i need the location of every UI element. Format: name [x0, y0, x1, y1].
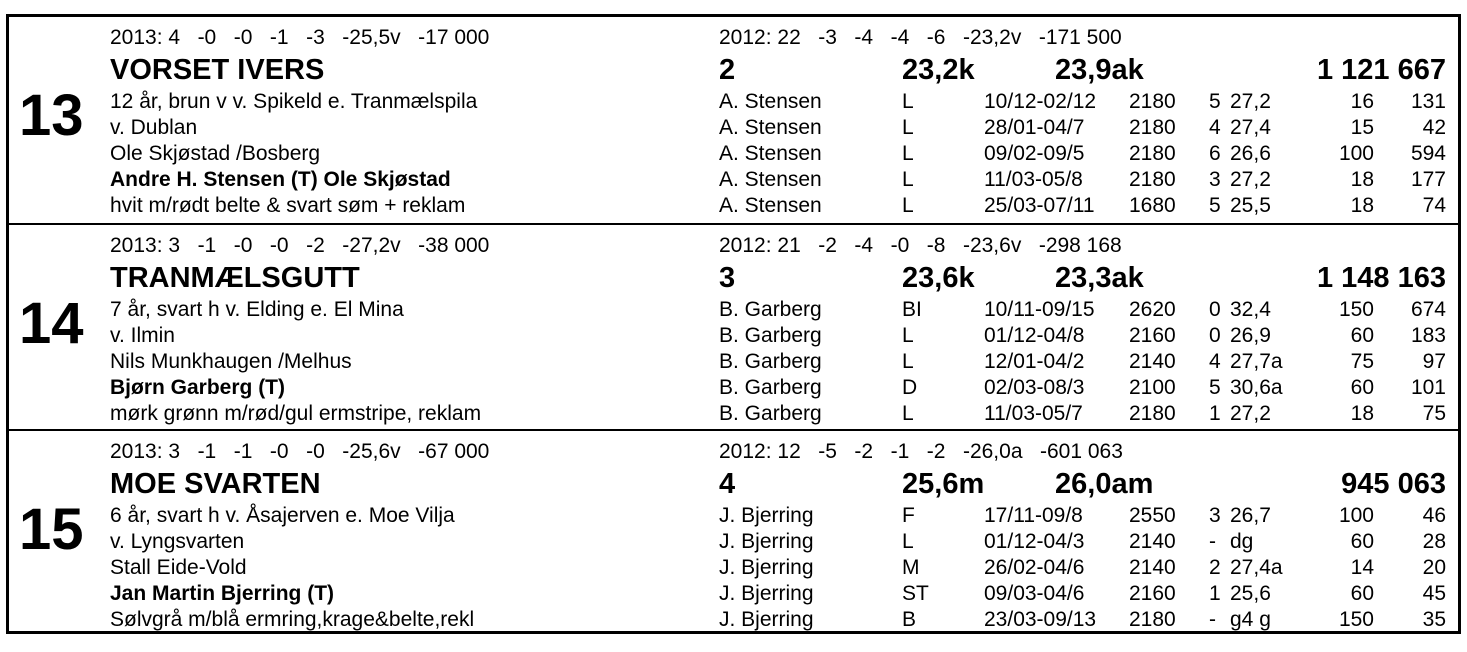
start-place: 4 [1209, 116, 1221, 139]
stats-2012: 2012: 21 -2 -4 -0 -8 -23,6v -298 168 [719, 234, 1122, 257]
start-time: 27,7a [1230, 350, 1283, 373]
post-position: 4 [719, 468, 736, 500]
start-time: 27,2 [1230, 90, 1271, 113]
start-time: 26,6 [1230, 142, 1271, 165]
start-odds: 60 [1350, 324, 1374, 347]
start-prize: 177 [1410, 168, 1446, 191]
start-place: - [1209, 530, 1216, 553]
start-date: 09/03-04/6 [984, 582, 1085, 605]
dam-sire: v. Lyngsvarten [110, 530, 245, 553]
start-date: 23/03-09/13 [984, 608, 1097, 631]
start-place: 6 [1209, 142, 1221, 165]
start-distance: 2620 [1129, 298, 1176, 321]
start-date: 25/03-07/11 [984, 194, 1095, 217]
start-prize: 45 [1422, 582, 1446, 605]
start-odds: 15 [1350, 116, 1374, 139]
start-odds: 150 [1338, 298, 1374, 321]
start-distance: 2180 [1129, 608, 1176, 631]
start-time: dg [1230, 530, 1254, 553]
start-time: 25,6 [1230, 582, 1271, 605]
start-odds: 18 [1350, 168, 1374, 191]
silks-description: mørk grønn m/rød/gul ermstripe, reklam [110, 402, 482, 425]
start-date: 26/02-04/6 [984, 556, 1085, 579]
post-position: 3 [719, 262, 736, 294]
start-time: 27,2 [1230, 168, 1271, 191]
start-driver: J. Bjerring [719, 504, 814, 527]
start-distance: 2140 [1129, 556, 1176, 579]
start-time: 27,2 [1230, 402, 1271, 425]
start-driver: B. Garberg [719, 350, 822, 373]
trainer-driver: Jan Martin Bjerring (T) [110, 582, 335, 605]
start-prize: 35 [1422, 608, 1446, 631]
start-place: 3 [1209, 168, 1221, 191]
start-driver: J. Bjerring [719, 582, 814, 605]
stats-2013: 2013: 3 -1 -1 -0 -0 -25,6v -67 000 [110, 440, 490, 463]
start-track: L [902, 194, 914, 217]
start-date: 10/11-09/15 [984, 298, 1095, 321]
start-distance: 2160 [1129, 324, 1176, 347]
horse-name: MOE SVARTEN [110, 468, 321, 500]
start-number: 13 [19, 83, 84, 148]
start-distance: 2180 [1129, 142, 1176, 165]
start-time: 30,6a [1230, 376, 1283, 399]
start-track: L [902, 168, 914, 191]
start-time: 27,4 [1230, 116, 1271, 139]
record-time-auto: 26,0am [1055, 468, 1154, 500]
start-driver: B. Garberg [719, 402, 822, 425]
start-number: 14 [19, 291, 84, 356]
start-distance: 2180 [1129, 168, 1176, 191]
start-odds: 100 [1338, 504, 1374, 527]
start-date: 01/12-04/8 [984, 324, 1085, 347]
start-time: 25,5 [1230, 194, 1271, 217]
start-place: 3 [1209, 504, 1221, 527]
start-distance: 2140 [1129, 530, 1176, 553]
start-prize: 183 [1410, 324, 1446, 347]
start-track: BI [902, 298, 922, 321]
start-place: 2 [1209, 556, 1221, 579]
start-prize: 74 [1422, 194, 1446, 217]
start-track: L [902, 90, 914, 113]
horse-entry [9, 429, 1458, 635]
start-place: 1 [1209, 582, 1221, 605]
start-odds: 18 [1350, 402, 1374, 425]
start-time: 26,9 [1230, 324, 1271, 347]
start-odds: 16 [1350, 90, 1374, 113]
start-track: L [902, 530, 914, 553]
stats-2013: 2013: 3 -1 -0 -0 -2 -27,2v -38 000 [110, 234, 490, 257]
start-driver: J. Bjerring [719, 556, 814, 579]
start-track: L [902, 142, 914, 165]
start-driver: A. Stensen [719, 90, 822, 113]
start-track: L [902, 402, 914, 425]
start-track: L [902, 324, 914, 347]
horse-pedigree: 12 år, brun v v. Spikeld e. Tranmælspila [110, 90, 478, 113]
start-prize: 46 [1422, 504, 1446, 527]
record-time-auto: 23,3ak [1055, 262, 1144, 294]
start-driver: A. Stensen [719, 116, 822, 139]
start-distance: 2180 [1129, 116, 1176, 139]
start-time: 26,7 [1230, 504, 1271, 527]
start-driver: B. Garberg [719, 376, 822, 399]
horse-name: TRANMÆLSGUTT [110, 262, 360, 294]
start-prize: 75 [1422, 402, 1446, 425]
start-driver: B. Garberg [719, 298, 822, 321]
record-time: 23,2k [902, 54, 975, 86]
start-place: 0 [1209, 324, 1221, 347]
start-time: g4 g [1230, 608, 1271, 631]
start-place: - [1209, 608, 1216, 631]
start-prize: 594 [1410, 142, 1446, 165]
start-prize: 20 [1422, 556, 1446, 579]
horse-entry [9, 17, 1458, 223]
post-position: 2 [719, 54, 736, 86]
start-track: L [902, 116, 914, 139]
start-date: 12/01-04/2 [984, 350, 1085, 373]
start-driver: J. Bjerring [719, 608, 814, 631]
start-track: M [902, 556, 920, 579]
start-date: 11/03-05/7 [984, 402, 1083, 425]
record-time: 23,6k [902, 262, 975, 294]
record-time-auto: 23,9ak [1055, 54, 1144, 86]
horse-pedigree: 7 år, svart h v. Elding e. El Mina [110, 298, 404, 321]
start-distance: 2180 [1129, 402, 1176, 425]
horse-name: VORSET IVERS [110, 54, 325, 86]
start-distance: 1680 [1129, 194, 1176, 217]
horse-pedigree: 6 år, svart h v. Åsajerven e. Moe Vilja [110, 504, 455, 527]
start-date: 09/02-09/5 [984, 142, 1085, 165]
total-earnings: 1 121 667 [1316, 54, 1446, 86]
start-date: 28/01-04/7 [984, 116, 1085, 139]
start-time: 27,4a [1230, 556, 1283, 579]
start-prize: 42 [1422, 116, 1446, 139]
silks-description: Sølvgrå m/blå ermring,krage&belte,rekl [110, 608, 475, 631]
start-odds: 14 [1350, 556, 1374, 579]
start-place: 4 [1209, 350, 1221, 373]
start-place: 5 [1209, 90, 1221, 113]
start-date: 01/12-04/3 [984, 530, 1085, 553]
start-prize: 131 [1410, 90, 1446, 113]
owner: Stall Eide-Vold [110, 556, 247, 579]
start-odds: 150 [1338, 608, 1374, 631]
total-earnings: 1 148 163 [1316, 262, 1446, 294]
start-place: 1 [1209, 402, 1221, 425]
start-place: 5 [1209, 194, 1221, 217]
start-track: ST [902, 582, 929, 605]
start-odds: 75 [1350, 350, 1374, 373]
start-track: B [902, 608, 917, 631]
dam-sire: v. Ilmin [110, 324, 175, 347]
start-distance: 2180 [1129, 90, 1176, 113]
start-prize: 101 [1410, 376, 1446, 399]
start-time: 32,4 [1230, 298, 1271, 321]
start-prize: 97 [1422, 350, 1446, 373]
start-odds: 60 [1350, 582, 1374, 605]
start-distance: 2100 [1129, 376, 1176, 399]
start-driver: B. Garberg [719, 324, 822, 347]
record-time: 25,6m [902, 468, 985, 500]
stats-2012: 2012: 22 -3 -4 -4 -6 -23,2v -171 500 [719, 26, 1122, 49]
start-distance: 2550 [1129, 504, 1176, 527]
start-date: 10/12-02/12 [984, 90, 1097, 113]
start-date: 17/11-09/8 [984, 504, 1083, 527]
start-driver: J. Bjerring [719, 530, 814, 553]
owner: Ole Skjøstad /Bosberg [110, 142, 321, 165]
start-distance: 2160 [1129, 582, 1176, 605]
start-date: 11/03-05/8 [984, 168, 1083, 191]
start-odds: 18 [1350, 194, 1374, 217]
start-prize: 28 [1422, 530, 1446, 553]
start-track: F [902, 504, 915, 527]
start-track: D [902, 376, 918, 399]
trainer-driver: Bjørn Garberg (T) [110, 376, 286, 399]
start-date: 02/03-08/3 [984, 376, 1085, 399]
stats-2013: 2013: 4 -0 -0 -1 -3 -25,5v -17 000 [110, 26, 490, 49]
start-prize: 674 [1410, 298, 1446, 321]
silks-description: hvit m/rødt belte & svart søm + reklam [110, 194, 466, 217]
trainer-driver: Andre H. Stensen (T) Ole Skjøstad [110, 168, 451, 191]
start-driver: A. Stensen [719, 142, 822, 165]
start-track: L [902, 350, 914, 373]
start-odds: 60 [1350, 530, 1374, 553]
start-odds: 60 [1350, 376, 1374, 399]
race-program-frame [6, 14, 1461, 634]
start-place: 0 [1209, 298, 1221, 321]
start-driver: A. Stensen [719, 194, 822, 217]
start-odds: 100 [1338, 142, 1374, 165]
start-driver: A. Stensen [719, 168, 822, 191]
start-distance: 2140 [1129, 350, 1176, 373]
dam-sire: v. Dublan [110, 116, 198, 139]
start-place: 5 [1209, 376, 1221, 399]
total-earnings: 945 063 [1341, 468, 1446, 500]
horse-entry [9, 223, 1458, 429]
stats-2012: 2012: 12 -5 -2 -1 -2 -26,0a -601 063 [719, 440, 1123, 463]
start-number: 15 [19, 497, 84, 562]
owner: Nils Munkhaugen /Melhus [110, 350, 352, 373]
